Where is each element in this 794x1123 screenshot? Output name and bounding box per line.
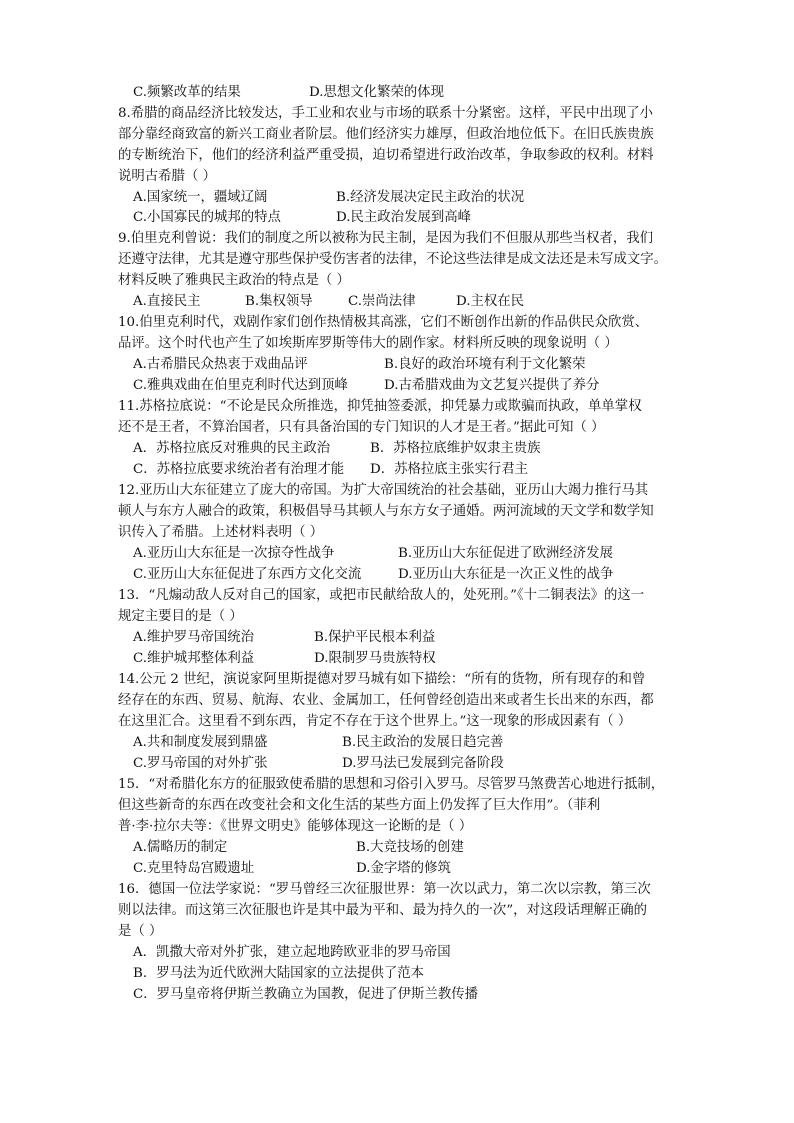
text-line: 15．“对希腊化东方的征服致使希腊的思想和习俗引入罗马。尽管罗马煞费苦心地进行抵制，	[118, 777, 665, 792]
text-line: 普·李·拉尔夫等：《世界文明史》能够体现这一论断的是（ ）	[118, 819, 473, 834]
text-line: B.大竞技场的创建	[356, 840, 464, 855]
text-line: 11.苏格拉底说：“不论是民众所推选，抑凭抽签委派，抑凭暴力或欺骗而执政，单单掌权	[118, 399, 642, 414]
text-line: D.古希腊戏曲为文艺复兴提供了养分	[384, 378, 600, 393]
text-line: C.克里特岛宫殿遗址	[133, 861, 255, 876]
text-line: D.主权在民	[456, 294, 525, 309]
text-line: 9.伯里克利曾说：我们的制度之所以被称为民主制，是因为我们不但服从那些当权者，我们	[118, 231, 654, 246]
text-line: 识传入了希腊。上述材料表明（ ）	[118, 525, 324, 540]
text-line: 材料反映了雅典民主政治的特点是（ ）	[118, 273, 350, 288]
text-line: 还遵守法律，尤其是遵守那些保护受伤害者的法律，不论这些法律是成文法还是未写成文字。	[118, 252, 668, 267]
text-line: C.频繁改革的结果	[133, 85, 241, 100]
text-line: 14.公元 2 世纪，演说家阿里斯提德对罗马城有如下描绘：“所有的货物，所有现存的和曾	[118, 672, 646, 687]
text-line: 12.亚历山大东征建立了庞大的帝国。为扩大帝国统治的社会基础，亚历山大竭力推行马其	[118, 483, 649, 498]
text-line: 8.希腊的商品经济比较发达，手工业和农业与市场的联系十分紧密。这样，平民中出现了小	[118, 106, 654, 121]
text-line: C.罗马帝国的对外扩张	[133, 756, 268, 771]
text-line: A．凯撒大帝对外扩张，建立起地跨欧亚非的罗马帝国	[133, 945, 451, 960]
text-line: 经存在的东西、贸易、航海、农业、金属加工，任何曾经创造出来或者生长出来的东西，都	[118, 693, 654, 708]
text-line: C．苏格拉底要求统治者有治理才能	[133, 462, 345, 477]
text-line: 品评。这个时代也产生了如埃斯库罗斯等伟大的剧作家。材料所反映的现象说明（ ）	[118, 336, 618, 351]
text-line: A．苏格拉底反对雅典的民主政治	[133, 441, 331, 456]
text-line: C.崇尚法律	[348, 294, 416, 309]
text-line: A.共和制度发展到鼎盛	[133, 735, 268, 750]
text-line: 规定主要目的是（ ）	[118, 609, 243, 624]
text-line: D.思想文化繁荣的体现	[309, 85, 445, 100]
text-line: A.维护罗马帝国统治	[133, 630, 255, 645]
text-line: B.良好的政治环境有利于文化繁荣	[384, 357, 586, 372]
text-line: A.亚历山大东征是一次掠夺性战争	[133, 546, 335, 561]
text-line: A.国家统一，疆域辽阔	[133, 190, 268, 205]
text-line: 13．“凡煽动敌人反对自己的国家，或把市民献给敌人的，处死刑。”《十二铜表法》的这一	[118, 588, 645, 603]
text-line: 部分靠经商致富的新兴工商业者阶层。他们经济实力雄厚，但政治地位低下。在旧氏族贵族	[118, 127, 654, 142]
text-line: D.民主政治发展到高峰	[336, 210, 472, 225]
text-line: 16．德国一位法学家说：“罗马曾经三次征服世界：第一次以武力，第二次以宗教，第三次	[118, 882, 651, 897]
text-line: C．罗马皇帝将伊斯兰教确立为国教，促进了伊斯兰教传播	[133, 987, 479, 1002]
text-line: 则以法律。而这第三次征服也许是其中最为平和、最为持久的一次”，对这段话理解正确的	[118, 903, 648, 918]
text-line: 说明古希腊（ ）	[118, 169, 216, 184]
text-line: A.儒略历的制定	[133, 840, 228, 855]
text-line: 的专断统治下，他们的经济利益严重受损，迫切希望进行政治改革，争取参政的权利。材料	[118, 148, 654, 163]
text-line: C.亚历山大东征促进了东西方文化交流	[133, 567, 362, 582]
text-line: B.亚历山大东征促进了欧洲经济发展	[398, 546, 613, 561]
text-line: 在这里汇合。这里看不到东西，肯定不存在于这个世界上。”这一现象的形成因素有（ ）	[118, 714, 632, 729]
text-line: C.雅典戏曲在伯里克利时代达到顶峰	[133, 378, 348, 393]
text-line: C.小国寡民的城邦的特点	[133, 210, 281, 225]
text-line: D.金字塔的修筑	[356, 861, 451, 876]
text-line: B．罗马法为近代欧洲大陆国家的立法提供了范本	[133, 966, 425, 981]
text-line: D.罗马法已发展到完备阶段	[342, 756, 504, 771]
text-line: B.集权领导	[245, 294, 313, 309]
text-line: 顿人与东方人融合的政策，积极倡导马其顿人与东方女子通婚。两河流域的天文学和数学知	[118, 504, 654, 519]
text-line: 但这些新奇的东西在改变社会和文化生活的某些方面上仍发挥了巨大作用”。（菲利	[118, 798, 601, 813]
text-line: B.经济发展决定民主政治的状况	[336, 190, 525, 205]
text-line: 是（ ）	[118, 924, 163, 939]
text-line: 10.伯里克利时代，戏剧作家们创作热情极其高涨，它们不断创作出新的作品供民众欣赏、	[118, 315, 649, 330]
text-line: 还不是王者，不算治国者，只有具备治国的专门知识的人才是王者。”据此可知（ ）	[118, 420, 605, 435]
text-line: D．苏格拉底主张实行君主	[370, 462, 529, 477]
text-line: C.维护城邦整体利益	[133, 651, 255, 666]
text-line: B.保护平民根本利益	[314, 630, 436, 645]
text-line: B.民主政治的发展日趋完善	[342, 735, 504, 750]
text-line: A.直接民主	[133, 294, 201, 309]
text-line: D.限制罗马贵族特权	[314, 651, 436, 666]
text-line: A.古希腊民众热衷于戏曲品评	[133, 357, 308, 372]
text-line: B．苏格拉底维护奴隶主贵族	[370, 441, 541, 456]
text-line: D.亚历山大东征是一次正义性的战争	[398, 567, 614, 582]
